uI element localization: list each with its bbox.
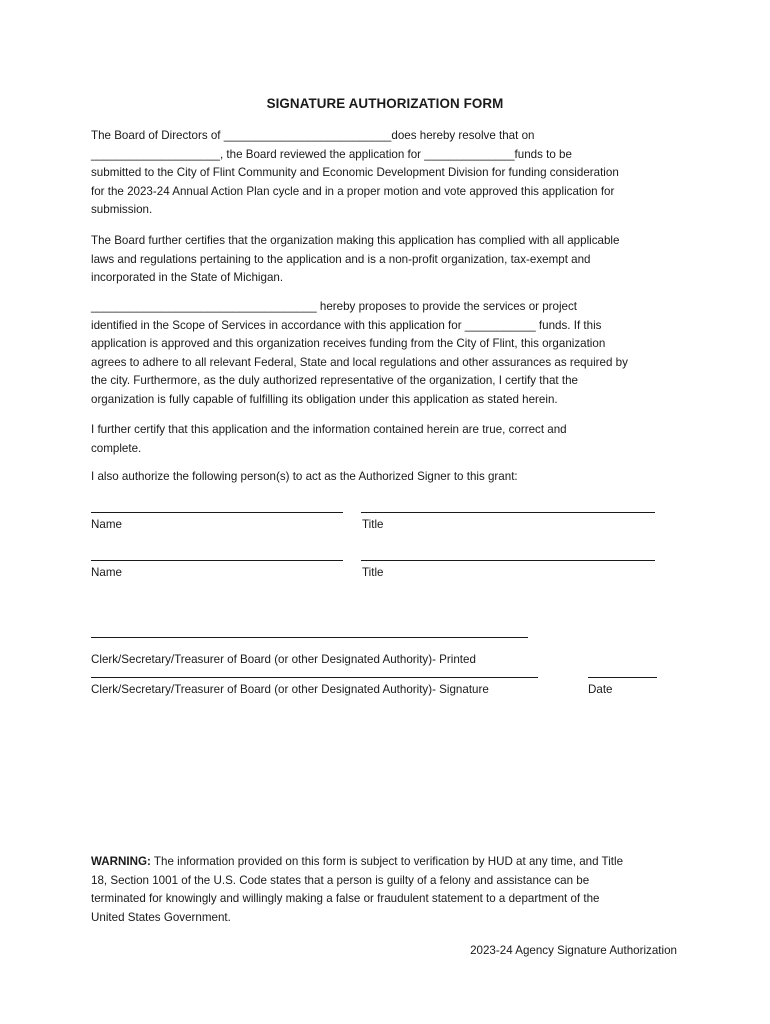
signer-1-name-label: Name bbox=[91, 518, 122, 531]
paragraph-line: I also authorize the following person(s) to act as the Authorized Signer to this grant: bbox=[91, 470, 518, 483]
paragraph-line: incorporated in the State of Michigan. bbox=[91, 271, 284, 285]
paragraph-line: agrees to adhere to all relevant Federal, State and local regulations and other assurances as required by bbox=[91, 355, 628, 369]
paragraph-line: identified in the Scope of Services in accordance with this application for ___________ funds. If this bbox=[91, 318, 602, 332]
board-certification-paragraph bbox=[91, 232, 691, 288]
board-resolution-paragraph bbox=[91, 127, 691, 220]
warning-line bbox=[91, 853, 701, 872]
paragraph-line: The Board of Directors of __________________________does hereby resolve that on bbox=[91, 129, 535, 142]
warning-text: The information provided on this form is subject to verification by HUD at any time, and Title bbox=[150, 855, 624, 868]
paragraph-line: submission. bbox=[91, 203, 153, 217]
clerk-printed-label: Clerk/Secretary/Treasurer of Board (or other Designated Authority)- Printed bbox=[91, 653, 476, 666]
clerk-signature-field[interactable] bbox=[91, 677, 538, 678]
signer-2-name-field[interactable] bbox=[91, 560, 343, 561]
paragraph-line: complete. bbox=[91, 441, 142, 455]
authorized-signer-paragraph bbox=[91, 468, 691, 487]
form-title: SIGNATURE AUTHORIZATION FORM bbox=[266, 96, 504, 111]
paragraph-line: submitted to the City of Flint Community and Economic Development Division for funding consideration bbox=[91, 166, 619, 180]
paragraph-line: organization is fully capable of fulfilling its obligation under this application as stated herein. bbox=[91, 392, 558, 406]
warning-line: terminated for knowingly and willingly making a false or fraudulent statement to a department of the bbox=[91, 892, 600, 906]
paragraph-line: laws and regulations pertaining to the application and is a non-profit organization, tax-exempt and bbox=[91, 252, 591, 266]
certification-paragraph bbox=[91, 421, 691, 458]
paragraph-line: ____________________, the Board reviewed the application for ______________funds to be bbox=[91, 147, 572, 161]
signer-2-title-label: Title bbox=[362, 566, 384, 579]
paragraph-line: the city. Furthermore, as the duly authorized representative of the organization, I certify that the bbox=[91, 374, 578, 388]
signer-1-title-label: Title bbox=[362, 518, 384, 531]
warning-line: 18, Section 1001 of the U.S. Code states that a person is guilty of a felony and assistance can be bbox=[91, 873, 590, 887]
paragraph-line: I further certify that this application and the information contained herein are true, correct and bbox=[91, 423, 567, 436]
signer-2-title-field[interactable] bbox=[361, 560, 655, 561]
signer-1-title-field[interactable] bbox=[361, 512, 655, 513]
signer-2-name-label: Name bbox=[91, 566, 122, 579]
organization-proposal-paragraph bbox=[91, 298, 691, 410]
warning-notice bbox=[91, 853, 701, 927]
warning-line: United States Government. bbox=[91, 910, 231, 924]
paragraph-line: application is approved and this organization receives funding from the City of Flint, this organization bbox=[91, 337, 606, 351]
paragraph-line: The Board further certifies that the organization making this application has complied with all applicable bbox=[91, 234, 620, 247]
clerk-printed-name-field[interactable] bbox=[91, 637, 528, 638]
date-label: Date bbox=[588, 683, 613, 696]
paragraph-line: for the 2023-24 Annual Action Plan cycle and in a proper motion and vote approved this application for bbox=[91, 184, 615, 198]
date-field[interactable] bbox=[588, 677, 657, 678]
clerk-signature-label: Clerk/Secretary/Treasurer of Board (or other Designated Authority)- Signature bbox=[91, 683, 489, 696]
paragraph-line: ___________________________________ hereby proposes to provide the services or project bbox=[91, 300, 578, 313]
page-footer: 2023-24 Agency Signature Authorization bbox=[470, 944, 677, 957]
signer-1-name-field[interactable] bbox=[91, 512, 343, 513]
warning-label: WARNING: bbox=[91, 855, 151, 868]
